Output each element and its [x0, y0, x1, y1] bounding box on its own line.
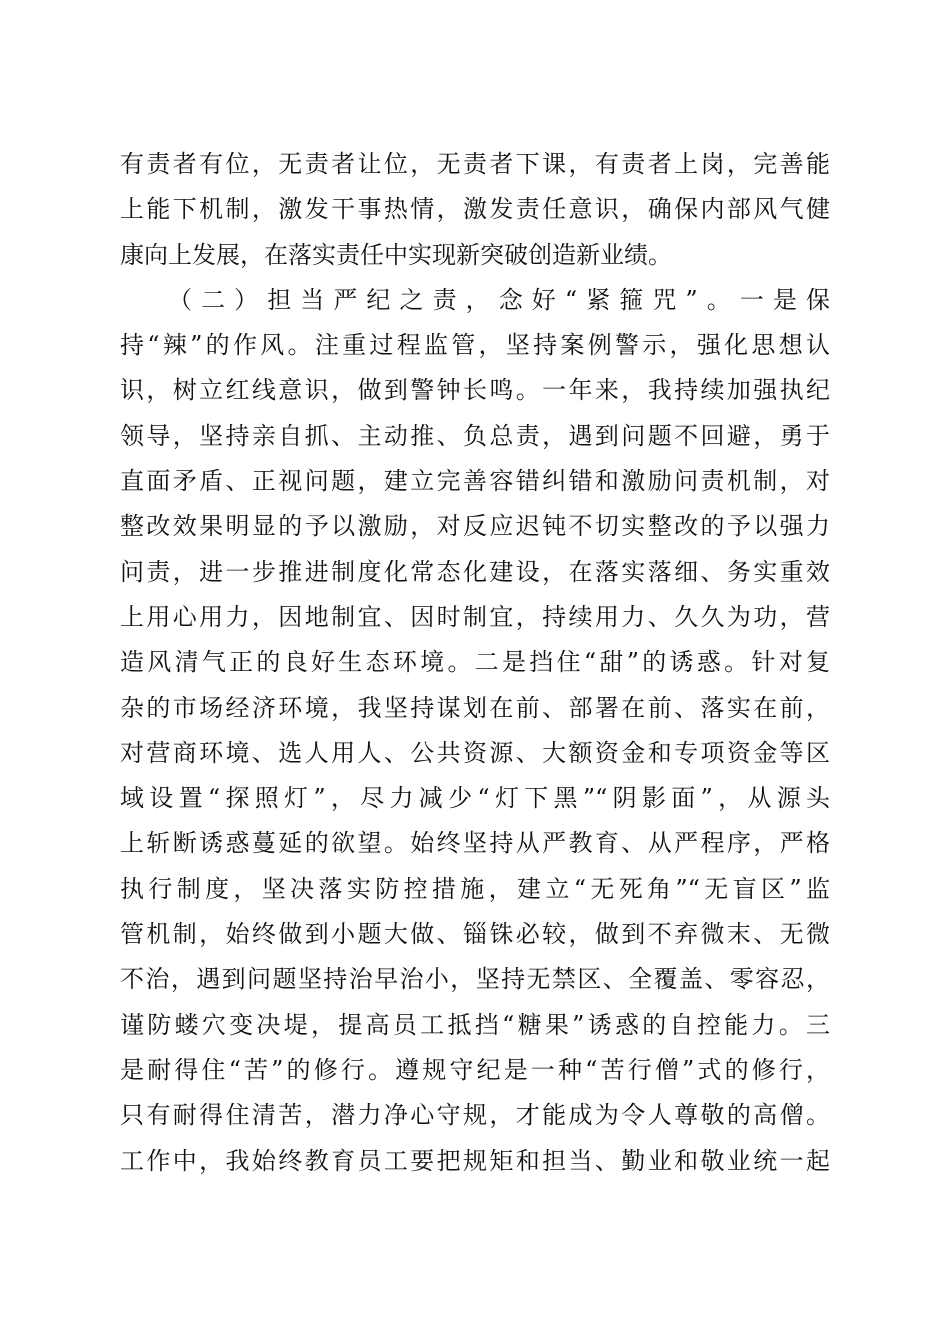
text-line: 识，树立红线意识，做到警钟长鸣。一年来，我持续加强执纪 — [120, 376, 830, 405]
text-line: 问责，进一步推进制度化常态化建设，在落实落细、务实重效 — [120, 557, 830, 586]
text-line: 整改效果明显的予以激励，对反应迟钝不切实整改的予以强力 — [120, 512, 830, 541]
body-text — [120, 142, 830, 1184]
text-line: 上斩断诱惑蔓延的欲望。始终坚持从严教育、从严程序，严格 — [120, 829, 830, 858]
paragraph-1 — [120, 142, 830, 278]
text-line: 工作中，我始终教育员工要把规矩和担当、勤业和敬业统一起 — [120, 1146, 830, 1175]
text-line: 执行制度，坚决落实防控措施，建立“无死角”“无盲区”监 — [120, 874, 830, 903]
paragraph-2 — [120, 278, 830, 1184]
text-line: 康向上发展，在落实责任中实现新突破创造新业绩。 — [120, 240, 672, 269]
text-line: 不治，遇到问题坚持治早治小，坚持无禁区、全覆盖、零容忍， — [120, 965, 830, 994]
text-line: 对营商环境、选人用人、公共资源、大额资金和专项资金等区 — [120, 738, 830, 767]
text-line: 上用心用力，因地制宜、因时制宜，持续用力、久久为功，营 — [120, 602, 830, 631]
text-line: 域设置“探照灯”，尽力减少“灯下黑”“阴影面”，从源头 — [120, 784, 830, 813]
text-line: 造风清气正的良好生态环境。二是挡住“甜”的诱惑。针对复 — [120, 648, 830, 677]
text-line: 只有耐得住清苦，潜力净心守规，才能成为令人尊敬的高僧。 — [120, 1101, 830, 1130]
text-line: 有责者有位，无责者让位，无责者下课，有责者上岗，完善能 — [120, 150, 830, 178]
text-line: 是耐得住“苦”的修行。遵规守纪是一种“苦行僧”式的修行， — [120, 1055, 830, 1084]
text-line: 直面矛盾、正视问题，建立完善容错纠错和激励问责机制，对 — [120, 467, 830, 496]
section-heading-line: （二）担当严纪之责，念好“紧箍咒”。一是保 — [168, 285, 830, 314]
text-line: 上能下机制，激发干事热情，激发责任意识，确保内部风气健 — [120, 195, 830, 224]
text-line: 领导，坚持亲自抓、主动推、负总责，遇到问题不回避，勇于 — [120, 421, 830, 450]
text-line: 谨防蝼穴变决堤，提高员工抵挡“糖果”诱惑的自控能力。三 — [120, 1010, 830, 1039]
text-line: 管机制，始终做到小题大做、锱铢必较，做到不弃微末、无微 — [120, 920, 830, 949]
text-line: 杂的市场经济环境，我坚持谋划在前、部署在前、落实在前， — [120, 693, 830, 722]
text-line: 持“辣”的作风。注重过程监管，坚持案例警示，强化思想认 — [120, 331, 830, 360]
